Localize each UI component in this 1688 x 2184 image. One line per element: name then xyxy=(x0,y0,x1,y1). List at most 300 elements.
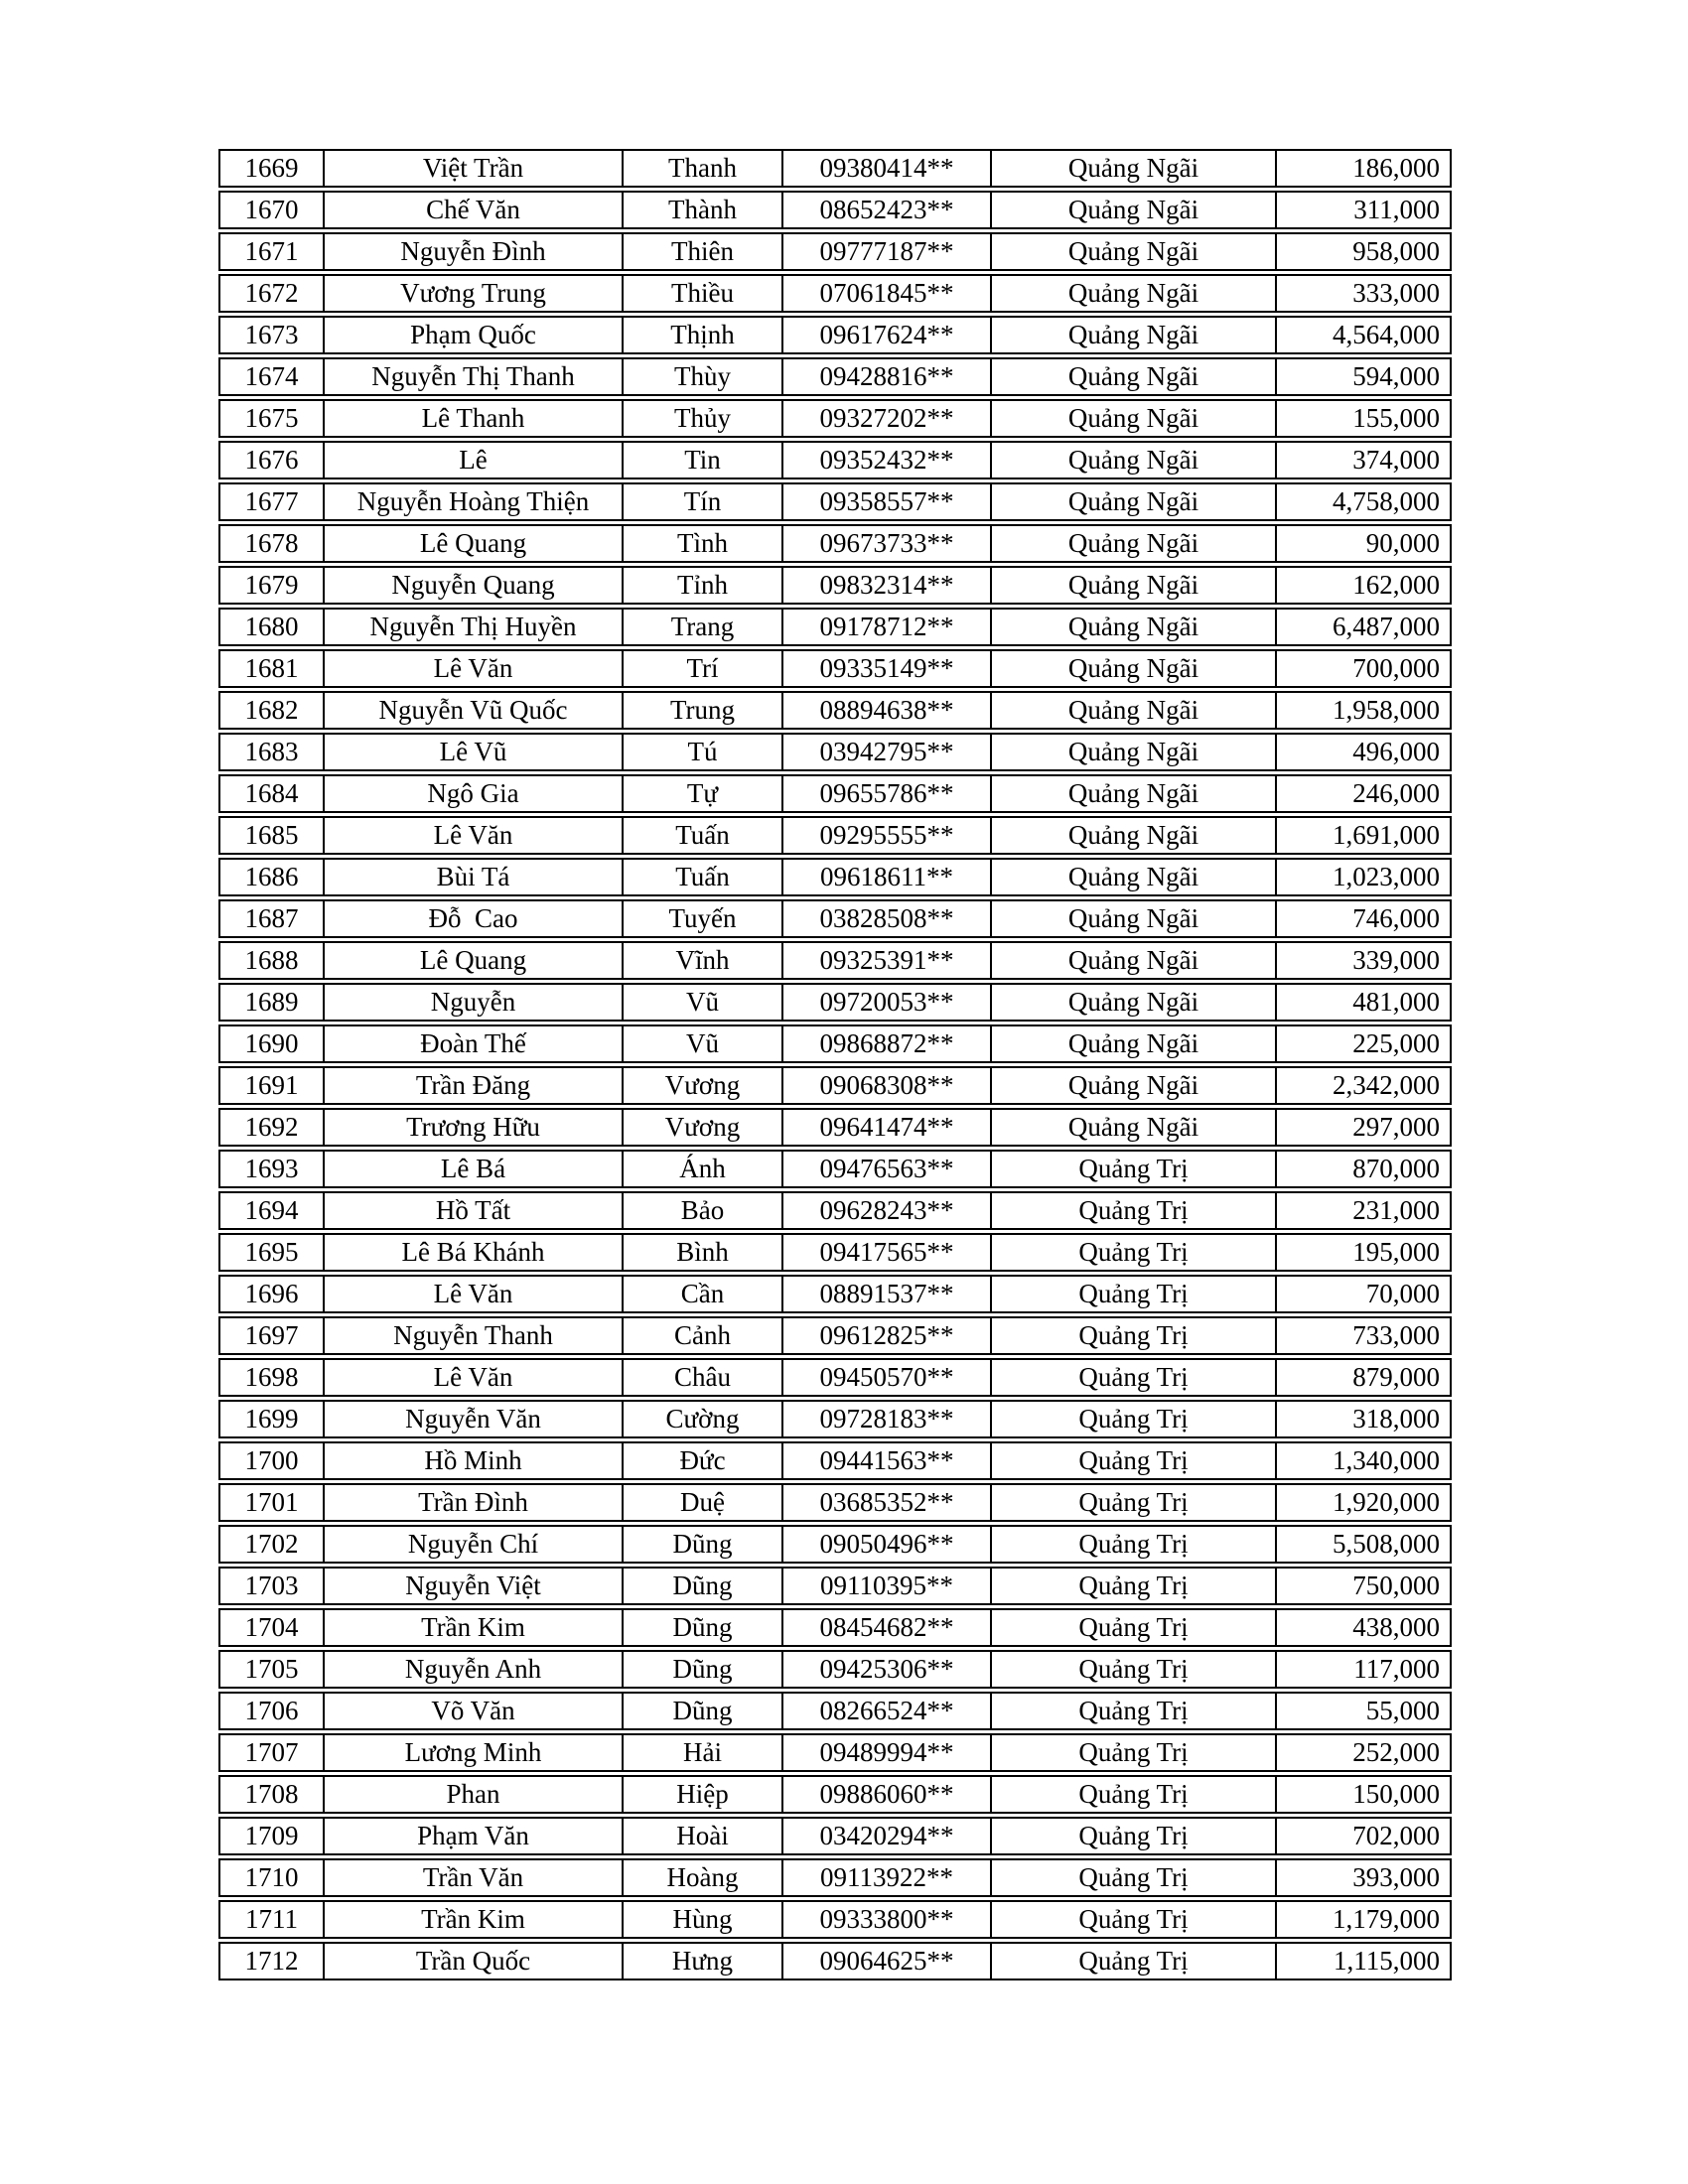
phone-number-masked: 09617624** xyxy=(783,318,992,352)
row-id: 1706 xyxy=(220,1694,325,1728)
family-middle-name: Nguyễn Quang xyxy=(325,568,624,603)
row-id: 1708 xyxy=(220,1777,325,1812)
family-middle-name: Đoàn Thế xyxy=(325,1026,624,1061)
province: Quảng Ngãi xyxy=(992,234,1277,269)
amount: 231,000 xyxy=(1352,1195,1440,1225)
row-id: 1690 xyxy=(220,1026,325,1061)
row-id: 1712 xyxy=(220,1944,325,1979)
row-id: 1698 xyxy=(220,1360,325,1395)
given-name: Thành xyxy=(624,193,783,227)
family-middle-name: Việt Trần xyxy=(325,151,624,186)
row-id: 1687 xyxy=(220,901,325,936)
given-name: Đức xyxy=(624,1443,783,1478)
phone-number-masked: 09295555** xyxy=(783,818,992,853)
given-name: Tỉnh xyxy=(624,568,783,603)
phone-number-masked: 03420294** xyxy=(783,1819,992,1853)
province: Quảng Ngãi xyxy=(992,359,1277,394)
row-id: 1680 xyxy=(220,610,325,644)
family-middle-name: Nguyễn Thị Huyền xyxy=(325,610,624,644)
table-row xyxy=(218,1441,1452,1480)
province: Quảng Ngãi xyxy=(992,151,1277,186)
family-middle-name: Trần Đăng xyxy=(325,1068,624,1103)
family-middle-name: Phạm Quốc xyxy=(325,318,624,352)
row-id: 1669 xyxy=(220,151,325,186)
amount: 1,958,000 xyxy=(1333,695,1440,725)
province: Quảng Trị xyxy=(992,1402,1277,1436)
family-middle-name: Lê Bá xyxy=(325,1152,624,1186)
family-middle-name: Phạm Văn xyxy=(325,1819,624,1853)
row-id: 1709 xyxy=(220,1819,325,1853)
province: Quảng Ngãi xyxy=(992,610,1277,644)
given-name: Tuyến xyxy=(624,901,783,936)
province: Quảng Trị xyxy=(992,1569,1277,1603)
table-row xyxy=(218,1775,1452,1814)
given-name: Cường xyxy=(624,1402,783,1436)
table-row xyxy=(218,608,1452,646)
province: Quảng Ngãi xyxy=(992,818,1277,853)
beneficiary-table xyxy=(218,149,1452,1983)
family-middle-name: Trần Văn xyxy=(325,1860,624,1895)
amount: 186,000 xyxy=(1352,153,1440,183)
family-middle-name: Lê Vũ xyxy=(325,735,624,769)
family-middle-name: Trần Kim xyxy=(325,1610,624,1645)
table-row xyxy=(218,441,1452,479)
amount: 746,000 xyxy=(1352,903,1440,933)
family-middle-name: Lê Văn xyxy=(325,1277,624,1311)
province: Quảng Ngãi xyxy=(992,401,1277,436)
table-row xyxy=(218,399,1452,438)
phone-number-masked: 08266524** xyxy=(783,1694,992,1728)
table-row xyxy=(218,1817,1452,1855)
phone-number-masked: 09832314** xyxy=(783,568,992,603)
table-row xyxy=(218,191,1452,229)
phone-number-masked: 09673733** xyxy=(783,526,992,561)
given-name: Tuấn xyxy=(624,860,783,894)
amount: 1,179,000 xyxy=(1333,1904,1440,1934)
row-id: 1674 xyxy=(220,359,325,394)
table-row xyxy=(218,858,1452,896)
family-middle-name: Lê Văn xyxy=(325,651,624,686)
table-row xyxy=(218,649,1452,688)
amount: 733,000 xyxy=(1352,1320,1440,1350)
row-id: 1679 xyxy=(220,568,325,603)
given-name: Thủy xyxy=(624,401,783,436)
phone-number-masked: 09618611** xyxy=(783,860,992,894)
province: Quảng Trị xyxy=(992,1235,1277,1270)
family-middle-name: Lê xyxy=(325,443,624,478)
row-id: 1681 xyxy=(220,651,325,686)
phone-number-masked: 09335149** xyxy=(783,651,992,686)
table-row xyxy=(218,1108,1452,1147)
family-middle-name: Nguyễn Thanh xyxy=(325,1318,624,1353)
given-name: Thiên xyxy=(624,234,783,269)
amount: 195,000 xyxy=(1352,1237,1440,1267)
amount: 1,115,000 xyxy=(1334,1946,1440,1976)
table-row xyxy=(218,1358,1452,1397)
amount: 879,000 xyxy=(1352,1362,1440,1392)
row-id: 1673 xyxy=(220,318,325,352)
family-middle-name: Nguyễn Hoàng Thiện xyxy=(325,484,624,519)
amount: 252,000 xyxy=(1352,1737,1440,1767)
family-middle-name: Nguyễn Đình xyxy=(325,234,624,269)
province: Quảng Trị xyxy=(992,1777,1277,1812)
province: Quảng Ngãi xyxy=(992,526,1277,561)
family-middle-name: Nguyễn Thị Thanh xyxy=(325,359,624,394)
province: Quảng Trị xyxy=(992,1819,1277,1853)
phone-number-masked: 09655786** xyxy=(783,776,992,811)
phone-number-masked: 07061845** xyxy=(783,276,992,311)
table-row xyxy=(218,691,1452,730)
table-row xyxy=(218,1191,1452,1230)
province: Quảng Trị xyxy=(992,1694,1277,1728)
amount: 750,000 xyxy=(1352,1570,1440,1600)
phone-number-masked: 09720053** xyxy=(783,985,992,1020)
phone-number-masked: 09450570** xyxy=(783,1360,992,1395)
row-id: 1711 xyxy=(220,1902,325,1937)
table-row xyxy=(218,1066,1452,1105)
family-middle-name: Bùi Tá xyxy=(325,860,624,894)
phone-number-masked: 09380414** xyxy=(783,151,992,186)
amount: 1,920,000 xyxy=(1333,1487,1440,1517)
phone-number-masked: 03828508** xyxy=(783,901,992,936)
amount: 90,000 xyxy=(1365,528,1440,558)
table-row xyxy=(218,566,1452,605)
province: Quảng Trị xyxy=(992,1860,1277,1895)
amount: 594,000 xyxy=(1352,361,1440,391)
given-name: Hưng xyxy=(624,1944,783,1979)
family-middle-name: Lê Bá Khánh xyxy=(325,1235,624,1270)
amount: 702,000 xyxy=(1352,1821,1440,1850)
table-row xyxy=(218,1733,1452,1772)
phone-number-masked: 09425306** xyxy=(783,1652,992,1687)
row-id: 1682 xyxy=(220,693,325,728)
table-row xyxy=(218,232,1452,271)
given-name: Dũng xyxy=(624,1527,783,1562)
amount: 246,000 xyxy=(1352,778,1440,808)
row-id: 1683 xyxy=(220,735,325,769)
family-middle-name: Lương Minh xyxy=(325,1735,624,1770)
phone-number-masked: 08454682** xyxy=(783,1610,992,1645)
family-middle-name: Nguyễn xyxy=(325,985,624,1020)
family-middle-name: Đỗ Cao xyxy=(325,901,624,936)
row-id: 1701 xyxy=(220,1485,325,1520)
given-name: Tú xyxy=(624,735,783,769)
phone-number-masked: 03685352** xyxy=(783,1485,992,1520)
amount: 311,000 xyxy=(1353,195,1440,224)
amount: 1,340,000 xyxy=(1333,1445,1440,1475)
phone-number-masked: 09886060** xyxy=(783,1777,992,1812)
phone-number-masked: 09110395** xyxy=(783,1569,992,1603)
province: Quảng Ngãi xyxy=(992,568,1277,603)
province: Quảng Trị xyxy=(992,1318,1277,1353)
province: Quảng Trị xyxy=(992,1944,1277,1979)
given-name: Bình xyxy=(624,1235,783,1270)
row-id: 1678 xyxy=(220,526,325,561)
province: Quảng Trị xyxy=(992,1443,1277,1478)
row-id: 1710 xyxy=(220,1860,325,1895)
amount: 438,000 xyxy=(1352,1612,1440,1642)
given-name: Thịnh xyxy=(624,318,783,352)
phone-number-masked: 08891537** xyxy=(783,1277,992,1311)
table-row xyxy=(218,1275,1452,1313)
amount: 297,000 xyxy=(1352,1112,1440,1142)
row-id: 1677 xyxy=(220,484,325,519)
province: Quảng Trị xyxy=(992,1735,1277,1770)
phone-number-masked: 09728183** xyxy=(783,1402,992,1436)
given-name: Ánh xyxy=(624,1152,783,1186)
given-name: Trí xyxy=(624,651,783,686)
province: Quảng Ngãi xyxy=(992,484,1277,519)
table-row xyxy=(218,1692,1452,1730)
row-id: 1688 xyxy=(220,943,325,978)
row-id: 1697 xyxy=(220,1318,325,1353)
family-middle-name: Trần Đình xyxy=(325,1485,624,1520)
amount: 5,508,000 xyxy=(1333,1529,1440,1559)
row-id: 1707 xyxy=(220,1735,325,1770)
province: Quảng Ngãi xyxy=(992,985,1277,1020)
family-middle-name: Lê Văn xyxy=(325,818,624,853)
family-middle-name: Nguyễn Anh xyxy=(325,1652,624,1687)
row-id: 1699 xyxy=(220,1402,325,1436)
given-name: Châu xyxy=(624,1360,783,1395)
phone-number-masked: 09428816** xyxy=(783,359,992,394)
province: Quảng Ngãi xyxy=(992,860,1277,894)
row-id: 1691 xyxy=(220,1068,325,1103)
table-row xyxy=(218,774,1452,813)
family-middle-name: Lê Văn xyxy=(325,1360,624,1395)
phone-number-masked: 09327202** xyxy=(783,401,992,436)
amount: 4,564,000 xyxy=(1333,320,1440,349)
province: Quảng Ngãi xyxy=(992,901,1277,936)
amount: 150,000 xyxy=(1352,1779,1440,1809)
family-middle-name: Lê Thanh xyxy=(325,401,624,436)
row-id: 1686 xyxy=(220,860,325,894)
given-name: Dũng xyxy=(624,1569,783,1603)
phone-number-masked: 09325391** xyxy=(783,943,992,978)
row-id: 1705 xyxy=(220,1652,325,1687)
row-id: 1672 xyxy=(220,276,325,311)
row-id: 1703 xyxy=(220,1569,325,1603)
province: Quảng Trị xyxy=(992,1360,1277,1395)
table-row xyxy=(218,1483,1452,1522)
given-name: Hoài xyxy=(624,1819,783,1853)
row-id: 1695 xyxy=(220,1235,325,1270)
row-id: 1689 xyxy=(220,985,325,1020)
family-middle-name: Lê Quang xyxy=(325,526,624,561)
province: Quảng Ngãi xyxy=(992,1026,1277,1061)
given-name: Thùy xyxy=(624,359,783,394)
table-row xyxy=(218,1650,1452,1689)
phone-number-masked: 09178712** xyxy=(783,610,992,644)
given-name: Dũng xyxy=(624,1694,783,1728)
row-id: 1696 xyxy=(220,1277,325,1311)
amount: 339,000 xyxy=(1352,945,1440,975)
province: Quảng Trị xyxy=(992,1527,1277,1562)
province: Quảng Trị xyxy=(992,1652,1277,1687)
table-row xyxy=(218,899,1452,938)
table-row xyxy=(218,1150,1452,1188)
row-id: 1685 xyxy=(220,818,325,853)
given-name: Cần xyxy=(624,1277,783,1311)
table-row xyxy=(218,149,1452,188)
row-id: 1684 xyxy=(220,776,325,811)
province: Quảng Trị xyxy=(992,1193,1277,1228)
given-name: Hoàng xyxy=(624,1860,783,1895)
table-row xyxy=(218,1608,1452,1647)
row-id: 1676 xyxy=(220,443,325,478)
amount: 162,000 xyxy=(1352,570,1440,600)
phone-number-masked: 09417565** xyxy=(783,1235,992,1270)
amount: 4,758,000 xyxy=(1333,486,1440,516)
amount: 496,000 xyxy=(1352,737,1440,766)
family-middle-name: Trương Hữu xyxy=(325,1110,624,1145)
row-id: 1704 xyxy=(220,1610,325,1645)
given-name: Dũng xyxy=(624,1652,783,1687)
province: Quảng Trị xyxy=(992,1152,1277,1186)
given-name: Hiệp xyxy=(624,1777,783,1812)
table-row xyxy=(218,1316,1452,1355)
phone-number-masked: 09441563** xyxy=(783,1443,992,1478)
table-row xyxy=(218,1400,1452,1438)
table-row xyxy=(218,357,1452,396)
family-middle-name: Lê Quang xyxy=(325,943,624,978)
given-name: Thanh xyxy=(624,151,783,186)
province: Quảng Ngãi xyxy=(992,193,1277,227)
row-id: 1693 xyxy=(220,1152,325,1186)
given-name: Vĩnh xyxy=(624,943,783,978)
phone-number-masked: 09113922** xyxy=(783,1860,992,1895)
family-middle-name: Nguyễn Chí xyxy=(325,1527,624,1562)
phone-number-masked: 09612825** xyxy=(783,1318,992,1353)
family-middle-name: Phan xyxy=(325,1777,624,1812)
row-id: 1671 xyxy=(220,234,325,269)
row-id: 1675 xyxy=(220,401,325,436)
table-row xyxy=(218,1942,1452,1980)
amount: 55,000 xyxy=(1365,1696,1440,1725)
province: Quảng Ngãi xyxy=(992,276,1277,311)
row-id: 1694 xyxy=(220,1193,325,1228)
table-row xyxy=(218,816,1452,855)
amount: 374,000 xyxy=(1352,445,1440,475)
province: Quảng Trị xyxy=(992,1277,1277,1311)
amount: 1,691,000 xyxy=(1333,820,1440,850)
amount: 481,000 xyxy=(1352,987,1440,1017)
province: Quảng Ngãi xyxy=(992,1068,1277,1103)
phone-number-masked: 03942795** xyxy=(783,735,992,769)
family-middle-name: Trần Kim xyxy=(325,1902,624,1937)
amount: 2,342,000 xyxy=(1333,1070,1440,1100)
province: Quảng Trị xyxy=(992,1610,1277,1645)
table-row xyxy=(218,274,1452,313)
family-middle-name: Nguyễn Việt xyxy=(325,1569,624,1603)
amount: 155,000 xyxy=(1352,403,1440,433)
amount: 958,000 xyxy=(1352,236,1440,266)
phone-number-masked: 09068308** xyxy=(783,1068,992,1103)
province: Quảng Ngãi xyxy=(992,651,1277,686)
amount: 393,000 xyxy=(1352,1862,1440,1892)
amount: 117,000 xyxy=(1353,1654,1440,1684)
province: Quảng Trị xyxy=(992,1902,1277,1937)
family-middle-name: Ngô Gia xyxy=(325,776,624,811)
given-name: Duệ xyxy=(624,1485,783,1520)
given-name: Hùng xyxy=(624,1902,783,1937)
family-middle-name: Vương Trung xyxy=(325,276,624,311)
phone-number-masked: 09358557** xyxy=(783,484,992,519)
row-id: 1670 xyxy=(220,193,325,227)
table-row xyxy=(218,1900,1452,1939)
family-middle-name: Nguyễn Văn xyxy=(325,1402,624,1436)
amount: 70,000 xyxy=(1365,1279,1440,1308)
family-middle-name: Hồ Minh xyxy=(325,1443,624,1478)
given-name: Thiều xyxy=(624,276,783,311)
phone-number-masked: 08652423** xyxy=(783,193,992,227)
phone-number-masked: 09641474** xyxy=(783,1110,992,1145)
given-name: Tuấn xyxy=(624,818,783,853)
province: Quảng Ngãi xyxy=(992,1110,1277,1145)
given-name: Tin xyxy=(624,443,783,478)
given-name: Vũ xyxy=(624,1026,783,1061)
phone-number-masked: 09352432** xyxy=(783,443,992,478)
province: Quảng Ngãi xyxy=(992,943,1277,978)
given-name: Trang xyxy=(624,610,783,644)
phone-number-masked: 09868872** xyxy=(783,1026,992,1061)
row-id: 1700 xyxy=(220,1443,325,1478)
given-name: Bảo xyxy=(624,1193,783,1228)
amount: 6,487,000 xyxy=(1333,612,1440,641)
province: Quảng Ngãi xyxy=(992,318,1277,352)
phone-number-masked: 09628243** xyxy=(783,1193,992,1228)
table-row xyxy=(218,482,1452,521)
family-middle-name: Hồ Tất xyxy=(325,1193,624,1228)
province: Quảng Ngãi xyxy=(992,776,1277,811)
table-row xyxy=(218,733,1452,771)
table-row xyxy=(218,1567,1452,1605)
row-id: 1702 xyxy=(220,1527,325,1562)
amount: 1,023,000 xyxy=(1333,862,1440,891)
family-middle-name: Chế Văn xyxy=(325,193,624,227)
amount: 333,000 xyxy=(1352,278,1440,308)
table-row xyxy=(218,983,1452,1022)
family-middle-name: Trần Quốc xyxy=(325,1944,624,1979)
amount: 318,000 xyxy=(1352,1404,1440,1433)
given-name: Tình xyxy=(624,526,783,561)
phone-number-masked: 09333800** xyxy=(783,1902,992,1937)
phone-number-masked: 09489994** xyxy=(783,1735,992,1770)
given-name: Vương xyxy=(624,1110,783,1145)
province: Quảng Ngãi xyxy=(992,693,1277,728)
table-row xyxy=(218,1024,1452,1063)
family-middle-name: Nguyễn Vũ Quốc xyxy=(325,693,624,728)
phone-number-masked: 08894638** xyxy=(783,693,992,728)
province: Quảng Ngãi xyxy=(992,443,1277,478)
province: Quảng Trị xyxy=(992,1485,1277,1520)
table-row xyxy=(218,1525,1452,1564)
row-id: 1692 xyxy=(220,1110,325,1145)
family-middle-name: Võ Văn xyxy=(325,1694,624,1728)
given-name: Dũng xyxy=(624,1610,783,1645)
given-name: Vũ xyxy=(624,985,783,1020)
phone-number-masked: 09476563** xyxy=(783,1152,992,1186)
given-name: Trung xyxy=(624,693,783,728)
table-row xyxy=(218,524,1452,563)
amount: 870,000 xyxy=(1352,1154,1440,1183)
given-name: Tín xyxy=(624,484,783,519)
table-row xyxy=(218,1233,1452,1272)
given-name: Tự xyxy=(624,776,783,811)
given-name: Cảnh xyxy=(624,1318,783,1353)
amount: 700,000 xyxy=(1352,653,1440,683)
phone-number-masked: 09777187** xyxy=(783,234,992,269)
